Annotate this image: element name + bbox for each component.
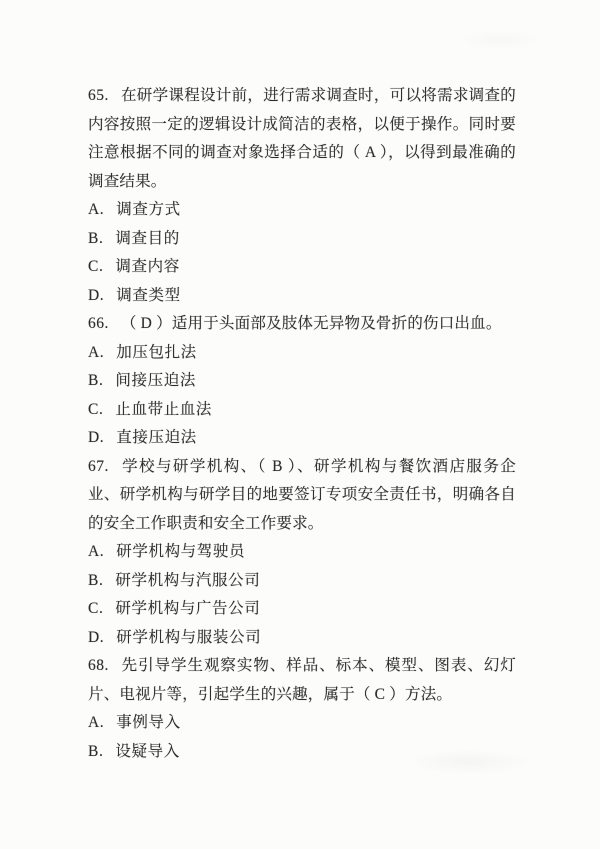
option-label: D. bbox=[88, 429, 105, 446]
question-number: 65. bbox=[88, 87, 109, 104]
question-text: （ D ）适用于头面部及肢体无异物及骨折的伤口出血。 bbox=[120, 315, 502, 332]
answer-option bbox=[88, 595, 516, 624]
option-label: A. bbox=[88, 201, 105, 218]
option-text: 研学机构与汽服公司 bbox=[115, 571, 261, 589]
answer-option bbox=[88, 424, 516, 453]
question-67 bbox=[88, 453, 516, 653]
question-stem bbox=[88, 453, 516, 539]
option-text: 止血带止血法 bbox=[115, 400, 213, 418]
answer-option bbox=[88, 624, 516, 653]
answer-option bbox=[88, 253, 516, 282]
option-label: A. bbox=[88, 543, 105, 560]
option-text: 研学机构与服装公司 bbox=[116, 628, 262, 646]
answer-option bbox=[88, 396, 516, 425]
question-text: 在研学课程设计前，进行需求调查时，可以将需求调查的内容按照一定的逻辑设计成简洁的表格，以便于操作。同时要注意根据不同的调查对象选择合适的（ A ），以得到最准确的调查结果。 bbox=[88, 87, 516, 190]
option-label: C. bbox=[88, 600, 104, 617]
question-number: 67. bbox=[88, 457, 109, 475]
answer-option bbox=[88, 282, 516, 311]
option-label: D. bbox=[88, 628, 105, 646]
option-label: B. bbox=[88, 372, 104, 389]
question-stem bbox=[88, 82, 516, 196]
option-text: 直接压迫法 bbox=[116, 429, 197, 446]
answer-option bbox=[88, 225, 516, 254]
option-label: A. bbox=[88, 714, 105, 731]
answer-option bbox=[88, 567, 516, 596]
question-stem bbox=[88, 310, 516, 339]
question-66 bbox=[88, 310, 516, 453]
option-label: C. bbox=[88, 400, 104, 418]
option-label: B. bbox=[88, 742, 104, 760]
option-label: A. bbox=[88, 343, 105, 361]
answer-option bbox=[88, 738, 516, 767]
question-number: 66. bbox=[88, 315, 109, 332]
question-stem bbox=[88, 652, 516, 709]
question-68 bbox=[88, 652, 516, 766]
answer-option bbox=[88, 367, 516, 396]
option-text: 研学机构与驾驶员 bbox=[116, 543, 246, 560]
question-text: 学校与研学机构、（ B ）、研学机构与餐饮酒店服务企业、研学机构与研学目的地要签订专项安全责任书，明确各自的安全工作职责和安全工作要求。 bbox=[88, 457, 516, 532]
option-text: 调查内容 bbox=[115, 258, 180, 275]
option-text: 调查方式 bbox=[116, 201, 181, 218]
option-label: C. bbox=[88, 258, 104, 275]
option-label: D. bbox=[88, 286, 105, 304]
answer-option bbox=[88, 196, 516, 225]
answer-option bbox=[88, 538, 516, 567]
option-text: 事例导入 bbox=[116, 714, 181, 731]
question-65 bbox=[88, 82, 516, 310]
option-label: B. bbox=[88, 571, 104, 589]
option-text: 设疑导入 bbox=[115, 742, 180, 760]
question-text: 先引导学生观察实物、样品、标本、模型、图表、幻灯片、电视片等，引起学生的兴趣，属于（ C ）方法。 bbox=[88, 657, 516, 703]
answer-option bbox=[88, 339, 516, 368]
option-text: 研学机构与广告公司 bbox=[115, 600, 261, 617]
answer-option bbox=[88, 709, 516, 738]
option-text: 调查类型 bbox=[116, 286, 181, 304]
option-label: B. bbox=[88, 229, 104, 247]
question-number: 68. bbox=[88, 657, 109, 674]
option-text: 调查目的 bbox=[115, 229, 180, 247]
option-text: 间接压迫法 bbox=[115, 372, 196, 389]
option-text: 加压包扎法 bbox=[116, 343, 197, 361]
